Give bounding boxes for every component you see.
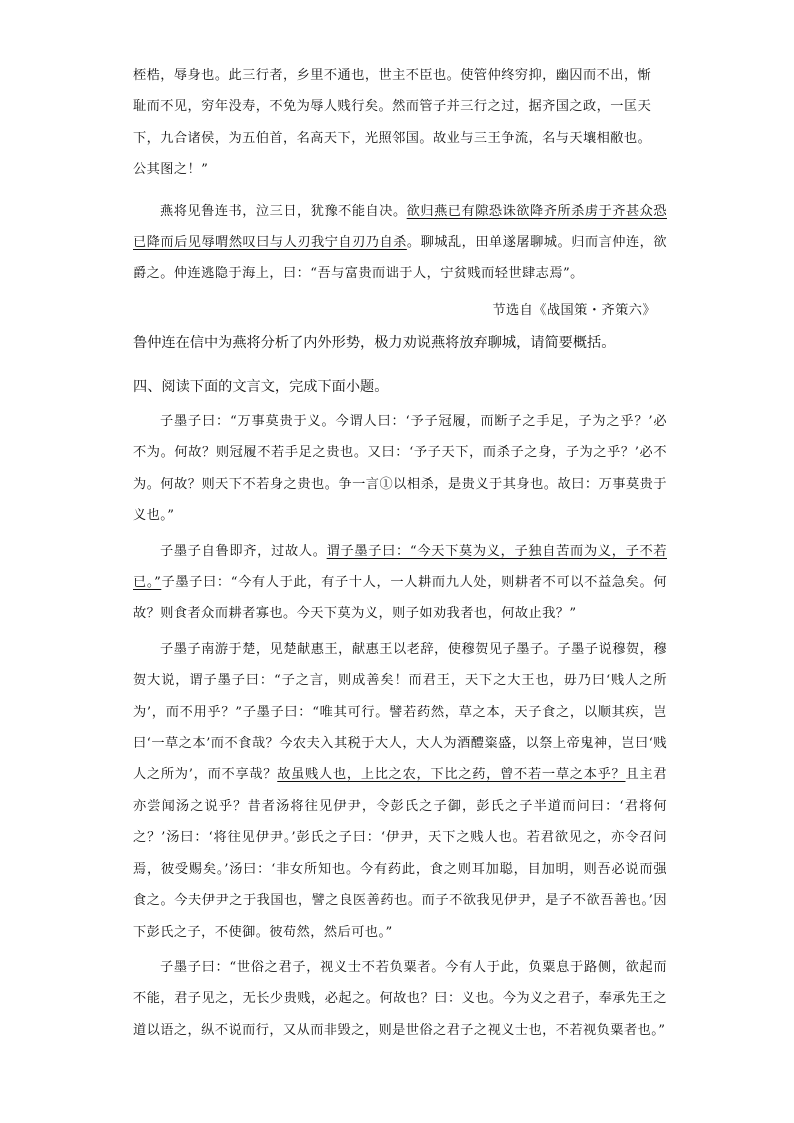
text-line: 耻而不见，穷年没寿，不免为辱人贱行矣。然而管子并三行之过，据齐国之政，一匡天 [133, 99, 652, 115]
text-segment: 子墨子南游于楚，见楚献惠王，献惠王以老辞，使穆贺见子墨子。子墨子说穆贺，穆贺大说，谓子墨子曰：“子之言，则成善矣！而君王，天下之大王也，毋乃曰‘贱人之所为’，而不用乎？”子墨子曰：“唯其可行。譬若药然，草之本，天子食之，以顺其疾，岂曰‘一草之本’而不食哉？今农夫入其税于大人，大人为酒醴粢盛，以祭上帝鬼神，岂曰‘贱人之所为’，而不享哉？ [133, 641, 667, 783]
text-segment: 且主君亦尝闻汤之说乎？昔者汤将往见伊尹，令彭氏之子御，彭氏之子半道而问曰：‘君将何之？’汤曰：‘将往见伊尹。’彭氏之子曰：‘伊尹，天下之贱人也。若君欲见之，亦令召问焉，彼受赐矣。’汤曰：‘非女所知也。今有药此，食之则耳加聪，目加明，则吾必说而强食之。今夫伊尹之于我国也，譬之良医善药也。而子不欲我见伊尹，是子不欲吾善也。’因下彭氏之子，不使御。彼苟然，然后可也。” [133, 767, 667, 940]
text-segment: 燕将见鲁连书，泣三日，犹豫不能自决。 [160, 203, 407, 219]
text-segment: 子墨子自鲁即齐，过故人。 [160, 543, 327, 559]
text-segment: 子墨子曰：“万事莫贵于义。今谓人曰：‘予子冠履，而断子之手足，子为之乎？’必不为。何故？则冠履不若手足之贵也。又曰：‘予子天下，而杀子之身，子为之乎？’必不为。何故？则天下不若身之贵也。争一言①以相杀，是贵义于其身也。故曰：万事莫贵于义也。” [133, 414, 667, 524]
passage-1-para-2 [0, 196, 794, 290]
section-4-para-3 [0, 634, 794, 948]
passage-1 [0, 60, 794, 358]
passage-1-para-1 [0, 60, 794, 186]
text-line: 公其图之！” [133, 162, 209, 178]
text-line: 下，九合诸侯，为五伯首，名高天下，光照邻国。故业与三王争流，名与天壤相敝也。 [133, 130, 652, 146]
source-citation: 节选自《战国策・齐策六》 [492, 302, 656, 318]
question-prompt: 鲁仲连在信中为燕将分析了内外形势，极力劝说燕将放弃聊城，请简要概括。 [133, 334, 616, 351]
section-4-para-2 [0, 536, 794, 630]
text-segment: 。聊城乱，田单遂屠聊城。归而言仲连，欲爵之。仲连逃隐于海上，曰：“吾与富贵而诎于人，宁贫贱而轻世肆志焉”。 [133, 235, 667, 282]
underlined-sentence: 欲归燕已有隙恐诛欲降齐所杀虏于齐甚众恐已降而后见辱喟然叹曰与人刃我宁自刃乃自杀 [133, 203, 667, 251]
text-segment: 子墨子曰：“世俗之君子，视义士不若负粟者。今有人于此，负粟息于路侧，欲起而不能，君子见之，无长少贵贱，必起之。何故也？曰：义也。今为义之君子，奉承先王之道以语之，纵不说而行，又从而非毁之，则是世俗之君子之视义士也，不若视负粟者也。” [133, 959, 667, 1038]
underlined-sentence: 谓子墨子曰：“今天下莫为义，子独自苦而为义，子不若已。” [133, 543, 667, 591]
text-line: 桎梏，辱身也。此三行者，乡里不通也，世主不臣也。使管仲终穷抑，幽囚而不出，惭 [133, 68, 652, 83]
underlined-sentence: 故虽贱人也，上比之农，下比之药，曾不若一草之本乎？ [277, 767, 626, 783]
section-4-para-1 [0, 406, 794, 532]
text-segment: 子墨子曰：“今有人于此，有子十人，一人耕而九人处，则耕者不可以不益急矣。何故？则食者众而耕者寡也。今天下莫为义，则子如劝我者也，何故止我？” [133, 575, 667, 622]
section-4-para-4 [0, 952, 794, 1046]
section-4 [0, 372, 794, 1046]
section-title: 四、阅读下面的文言文，完成下面小题。 [133, 379, 389, 395]
